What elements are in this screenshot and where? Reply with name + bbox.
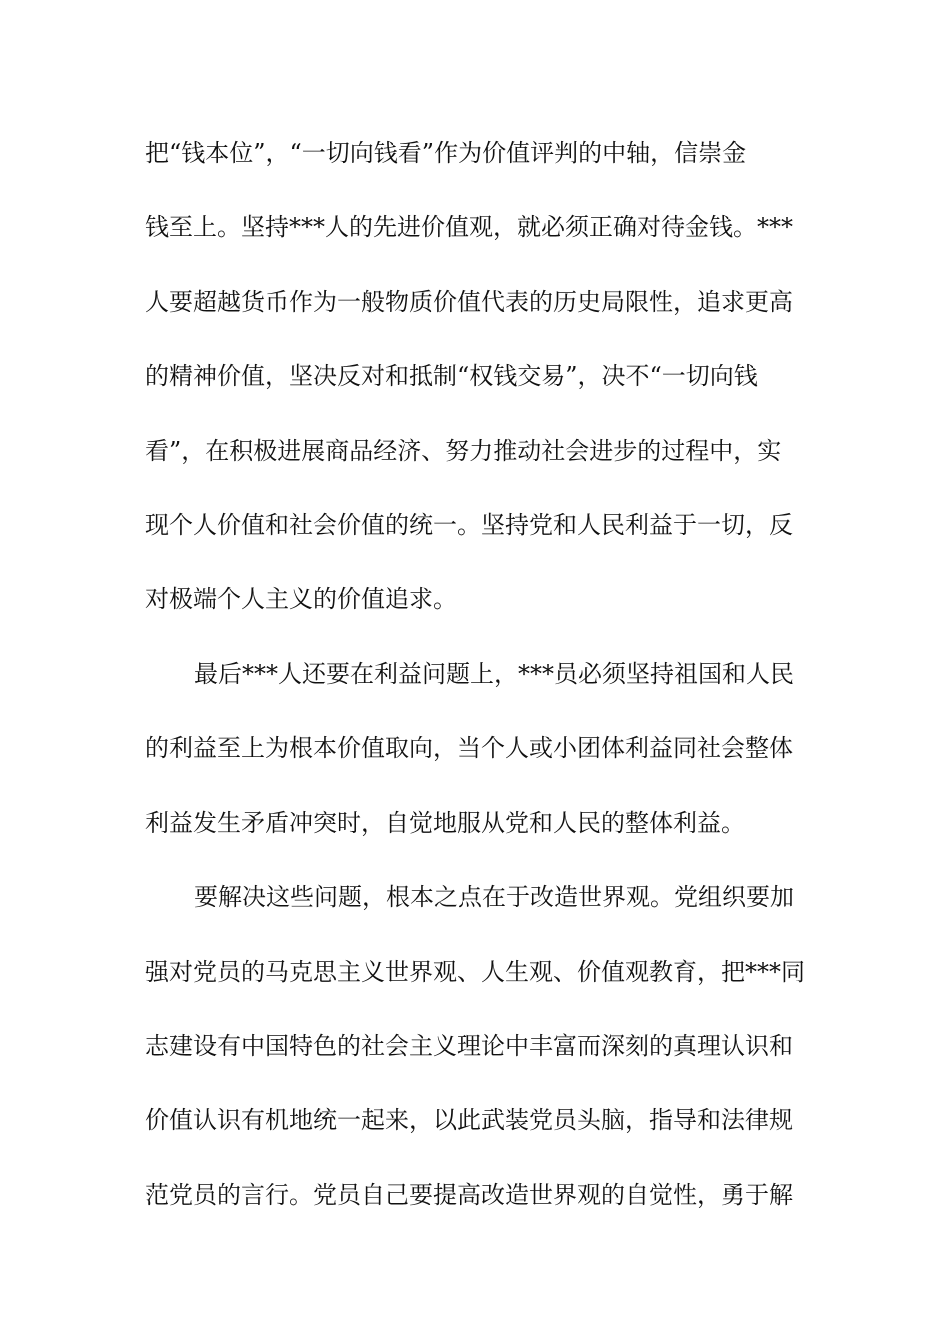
- text-line: 对极端个人主义的价值追求。: [145, 585, 457, 613]
- text-line: 要解决这些问题，根本之点在于改造世界观。党组织要加: [194, 883, 794, 911]
- text-line: 把“钱本位”，“一切向钱看”作为价值评判的中轴，信崇金: [145, 139, 747, 167]
- text-line: 的精神价值，坚决反对和抵制“权钱交易”，决不“一切向钱: [145, 362, 758, 390]
- text-line: 的利益至上为根本价值取向，当个人或小团体利益同社会整体: [145, 734, 793, 762]
- text-line: 最后***人还要在利益问题上，***员必须坚持祖国和人民: [194, 660, 794, 688]
- text-line: 现个人价值和社会价值的统一。坚持党和人民利益于一切，反: [145, 511, 793, 539]
- text-line: 人要超越货币作为一般物质价值代表的历史局限性，追求更高: [145, 288, 793, 316]
- text-line: 范党员的言行。党员自己要提高改造世界观的自觉性，勇于解: [145, 1181, 793, 1209]
- text-line: 价值认识有机地统一起来，以此武装党员头脑，指导和法律规: [145, 1106, 793, 1134]
- text-line: 看”，在积极进展商品经济、努力推动社会进步的过程中，实: [145, 437, 782, 465]
- text-line: 钱至上。坚持***人的先进价值观，就必须正确对待金钱。***: [145, 213, 793, 241]
- text-line: 强对党员的马克思主义世界观、人生观、价值观教育，把***同: [145, 958, 805, 986]
- text-line: 志建设有中国特色的社会主义理论中丰富而深刻的真理认识和: [145, 1032, 793, 1060]
- text-line: 利益发生矛盾冲突时，自觉地服从党和人民的整体利益。: [145, 809, 745, 837]
